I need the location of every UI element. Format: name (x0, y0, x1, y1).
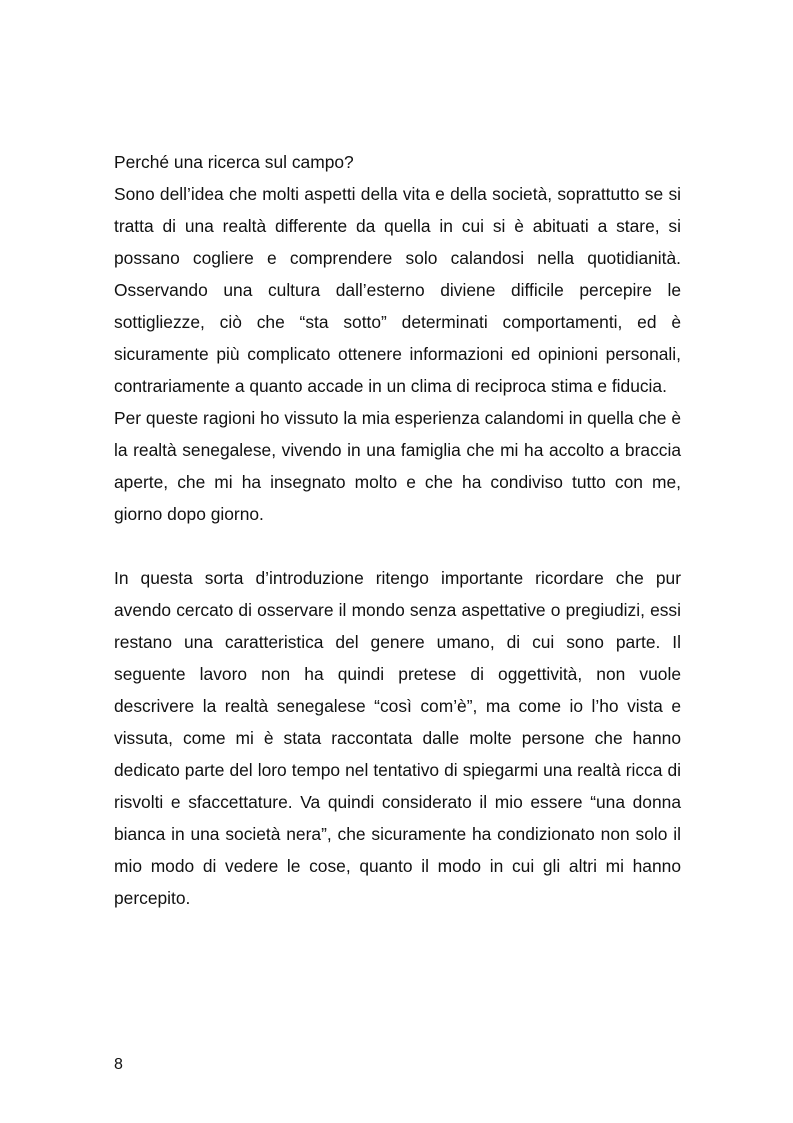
page-number: 8 (114, 1056, 123, 1073)
body-text (114, 146, 681, 914)
paragraph-disclaimer: In questa sorta d’introduzione ritengo importante ricordare che pur avendo cercato di osservare il mondo senza aspettative o pregiudizi, essi restano una caratteristica del genere umano, di cui sono parte. Il seguente lavoro non ha quindi pretese di oggettività, non vuole descrivere la realtà senegalese “così com’è”, ma come io l’ho vista e vissuta, come mi è stata raccontata dalle molte persone che hanno dedicato parte del loro tempo nel tentativo di spiegarmi una realtà ricca di risvolti e sfaccettature. Va quindi considerato il mio essere “una donna bianca in una società nera”, che sicuramente ha condizionato non solo il mio modo di vedere le cose, quanto il modo in cui gli altri mi hanno percepito. (114, 568, 681, 908)
paragraph-experience: Per queste ragioni ho vissuto la mia esperienza calandomi in quella che è la realtà senegalese, vivendo in una famiglia che mi ha accolto a braccia aperte, che mi ha insegnato molto e che ha condiviso tutto con me, giorno dopo giorno. (114, 408, 681, 524)
section-question-heading: Perché una ricerca sul campo? (114, 152, 354, 172)
paragraph-intro: Sono dell’idea che molti aspetti della vita e della società, soprattutto se si tratta di una realtà differente da quella in cui si è abituati a stare, si possano cogliere e comprendere solo calandosi nella quotidianità. Osservando una cultura dall’esterno diviene difficile percepire le sottigliezze, ciò che “sta sotto” determinati comportamenti, ed è sicuramente più complicato ottenere informazioni ed opinioni personali, contrariamente a quanto accade in un clima di reciproca stima e fiducia. (114, 184, 681, 396)
